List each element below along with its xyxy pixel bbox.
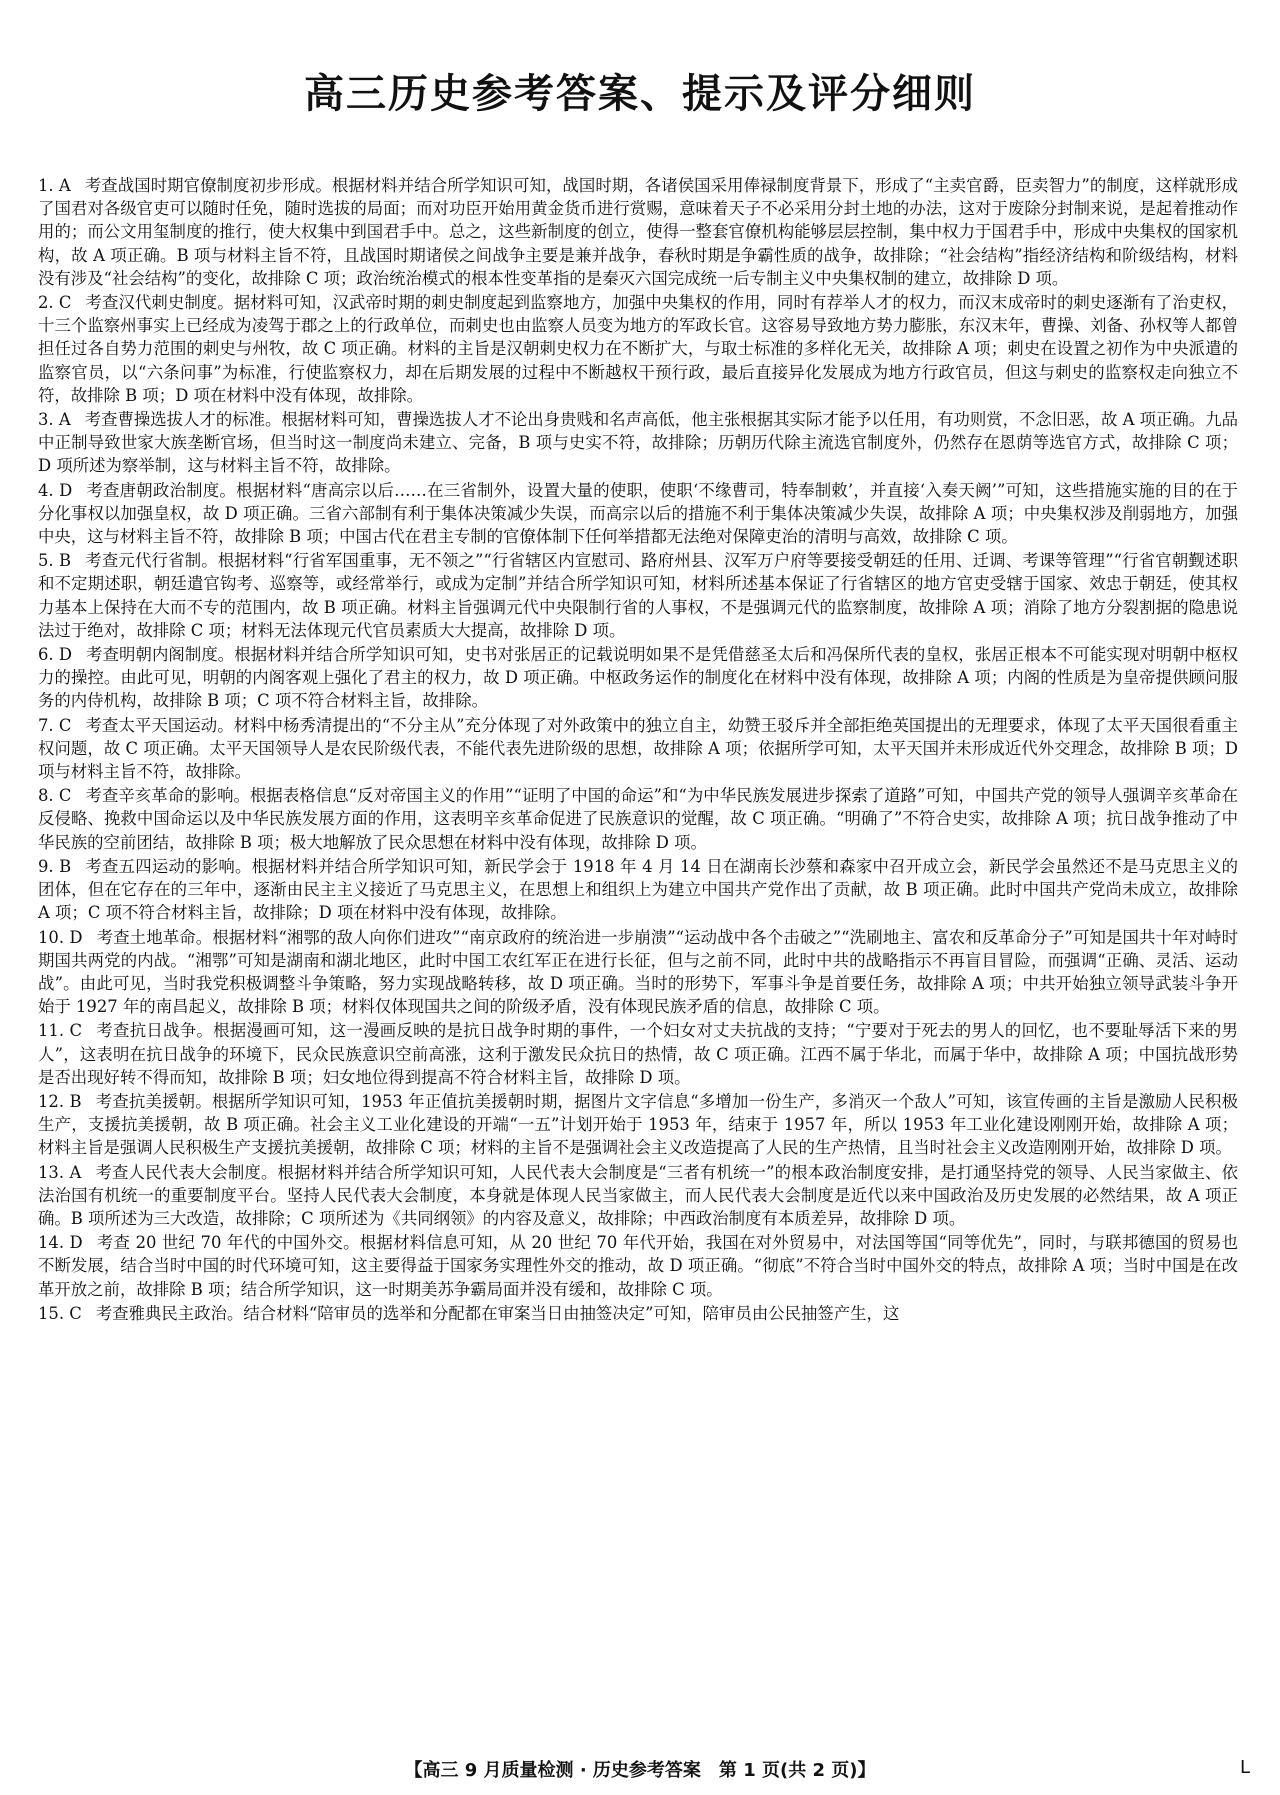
answer-number: 6. D: [38, 645, 73, 665]
answer-text: 考查曹操选拔人才的标准。根据材料可知，曹操选拔人才不论出身贵贱和名声高低，他主张根据其实际才能予以任用，有功则赏，不念旧恶，故 A 项正确。九品中正制导致世家大族垄断官场，但当时这一制度尚未建立、完备，B 项与史实不符，故排除；历朝历代除主流选官制度外，仍然存在恩荫等选官方式，故排除 C 项；D 项所述为察举制，这与材料主旨不符，故排除。: [38, 410, 1238, 476]
answer-number: 15. C: [38, 1303, 82, 1323]
answer-number: 3. A: [38, 410, 71, 430]
answer-text: 考查汉代刺史制度。据材料可知，汉武帝时期的刺史制度起到监察地方，加强中央集权的作用，同时有荐举人才的权力，而汉末成帝时的刺史逐渐有了治吏权，十三个监察州事实上已经成为凌驾于郡之上的行政单位，而刺史也由监察人员变为地方的军政长官。这容易导致地方势力膨胀，东汉末年，曹操、刘备、孙权等人都曾担任过各自势力范围的刺史与州牧，故 C 项正确。材料的主旨是汉朝刺史权力在不断扩大，与取士标准的多样化无关，故排除 A 项；刺史在设置之初作为中央派遣的监察官员，以“六条问事”为标准，行使监察权力，却在后期发展的过程中不断越权干预行政，最后直接异化发展成为地方行政官员，但这与刺史的监察权走向独立不符，故排除 B 项；D 项在材料中没有体现，故排除。: [38, 293, 1238, 405]
answer-text: 考查辛亥革命的影响。根据表格信息“反对帝国主义的作用”“证明了中国的命运”和“为中华民族发展进步探索了道路”可知，中国共产党的领导人强调辛亥革命在反侵略、挽救中国命运以及中华民族发展方面的作用，这表明辛亥革命促进了民族意识的觉醒，故 C 项正确。“明确了”不符合史实，故排除 A 项；抗日战争推动了中华民族的空前团结，故排除 B 项；极大地解放了民众思想在材料中没有体现，故排除 D 项。: [38, 786, 1238, 852]
answer-number: 9. B: [38, 856, 72, 876]
answer-item: [38, 926, 1238, 1019]
answer-text: 考查抗日战争。根据漫画可知，这一漫画反映的是抗日战争时期的事件，一个妇女对丈夫抗战的支持；“宁要对于死去的男人的回忆，也不要耻辱活下来的男人”，这表明在抗日战争的环境下，民众民族意识空前高涨，这利于激发民众抗日的热情，故 C 项正确。江西不属于华北，而属于华中，故排除 A 项；中国抗战形势是否出现好转不得而知，故排除 B 项；妇女地位得到提高不符合材料主旨，故排除 D 项。: [38, 1021, 1238, 1087]
answer-number: 2. C: [38, 293, 72, 313]
answer-number: 10. D: [38, 927, 83, 947]
answer-item: [38, 1231, 1238, 1301]
answer-text: 考查土地革命。根据材料“湘鄂的敌人向你们进攻”“南京政府的统治进一步崩溃”“运动战中各个击破之”“洗刷地主、富农和反革命分子”可知是国共十年对峙时期国共两党的内战。“湘鄂”可知是湖南和湖北地区，此时中国工农红军正在进行长征，但与之前不同，此时中共的战略指示不再盲目冒险，而强调“正确、灵活、运动战”。由此可见，当时我党积极调整斗争策略，努力实现战略转移，故 D 项正确。当时的形势下，军事斗争是首要任务，故排除 A 项；中共开始独立领导武装斗争开始于 1927 年的南昌起义，故排除 B 项；材料仅体现国共之间的阶级矛盾，没有体现民族矛盾的信息，故排除 C 项。: [38, 927, 1239, 1017]
answer-text: 考查雅典民主政治。结合材料“陪审员的选举和分配都在审案当日由抽签决定”可知，陪审员由公民抽签产生，这: [95, 1303, 900, 1323]
answer-item: [38, 549, 1238, 642]
answer-text: 考查人民代表大会制度。根据材料并结合所学知识可知，人民代表大会制度是“三者有机统一”的根本政治制度安排，是打通坚持党的领导、人民当家做主、依法治国有机统一的重要制度平台。坚持人民代表大会制度，本身就是体现人民当家做主，而人民代表大会制度是近代以来中国政治及历史发展的必然结果，故 A 项正确。B 项所述为三大改造，故排除；C 项所述为《共同纲领》的内容及意义，故排除；中西政治制度有本质差异，故排除 D 项。: [38, 1162, 1238, 1228]
answer-item: [38, 784, 1238, 854]
answer-number: 14. D: [38, 1233, 83, 1253]
answer-text: 考查明朝内阁制度。根据材料并结合所学知识可知，史书对张居正的记载说明如果不是凭借慈圣太后和冯保所代表的皇权，张居正根本不可能实现对明朝中枢权力的操控。由此可见，明朝的内阁客观上强化了君主的权力，故 D 项正确。中枢政务运作的制度化在材料中没有体现，故排除 A 项；内阁的性质是为皇帝提供顾问服务的内侍机构，故排除 B 项；C 项不符合材料主旨，故排除。: [38, 645, 1238, 711]
answer-text: 考查抗美援朝。根据所学知识可知，1953 年正值抗美援朝时期，据图片文字信息“多增加一份生产，多消灭一个敌人”可知，该宣传画的主旨是激励人民积极生产，支援抗美援朝，故 B 项正确。社会主义工业化建设的开端“一五”计划开始于 1953 年，结束于 1957 年，所以 1953 年工业化建设刚刚开始，故排除 A 项；材料主旨是强调人民积极生产支援抗美援朝，故排除 C 项；材料的主旨不是强调社会主义改造提高了人民的生产热情，且当时社会主义改造刚刚开始，故排除 D 项。: [38, 1091, 1238, 1158]
answer-text: 考查 20 世纪 70 年代的中国外交。根据材料信息可知，从 20 世纪 70 年代开始，我国在对外贸易中，对法国等国“同等优先”，同时，与联邦德国的贸易也不断发展，结合当时中国的时代环境可知，这主要得益于国家务实理性外交的推动，故 D 项正确。“彻底”不符合当时中国外交的特点，故排除 A 项；当时中国是在改革开放之前，故排除 B 项；结合所学知识，这一时期美苏争霸局面并没有缓和，故排除 C 项。: [38, 1233, 1238, 1299]
answer-number: 11. C: [38, 1021, 83, 1041]
answer-item: [38, 1090, 1238, 1160]
answer-item: [38, 714, 1238, 784]
answer-text: 考查唐朝政治制度。根据材料“唐高宗以后……在三省制外，设置大量的使职，使职‘不缘曹司，特奉制敕’，并直接‘入奏天阙’”可知，这些措施实施的目的在于分化事权以加强皇权，故 D 项正确。三省六部制有利于集体决策减少失误，而高宗以后的措施不利于集体决策减少失误，故排除 A 项；中央集权涉及削弱地方，加强中央，这与材料主旨不符，故排除 B 项；中国古代在君主专制的官僚体制下任何举措都无法绝对保障吏治的清明与高效，故排除 C 项。: [38, 480, 1238, 547]
answer-text: 考查元代行省制。根据材料“行省军国重事，无不领之”“行省辖区内宣慰司、路府州县、汉军万户府等要接受朝廷的任用、迁调、考课等管理”“行省官朝觐述职和不定期述职，朝廷遣官钩考、巡察等，或经常举行，或成为定制”并结合所学知识可知，材料所述基本保证了行省辖区的地方官吏受辖于国家、效忠于朝廷，使其权力基本上保持在大而不专的范围内，故 B 项正确。材料主旨强调元代中央限制行省的人事权，不是强调元代的监察制度，故排除 A 项；消除了地方分裂割据的隐患说法过于绝对，故排除 C 项；材料无法体现元代官员素质大大提高，故排除 D 项。: [38, 551, 1238, 640]
answer-number: 8. C: [38, 786, 72, 806]
answer-list: [38, 174, 1238, 1326]
answer-number: 1. A: [38, 176, 71, 195]
page-footer: 【高三 9 月质量检测 · 历史参考答案 第 1 页(共 2 页)】: [404, 1760, 876, 1781]
answer-item: [38, 174, 1238, 290]
answer-text: 考查太平天国运动。材料中杨秀清提出的“不分主从”充分体现了对外政策中的独立自主，幼赞王驳斥并全部拒绝英国提出的无理要求，体现了太平天国很看重主权问题，故 C 项正确。太平天国领导人是农民阶级代表，不能代表先进阶级的思想，故排除 A 项；依据所学可知，太平天国并未形成近代外交理念，故排除 B 项；D 项与材料主旨不符，故排除。: [38, 715, 1238, 782]
answer-number: 12. B: [38, 1091, 82, 1111]
answer-number: 7. C: [38, 715, 72, 735]
answer-item: [38, 1019, 1238, 1089]
answer-item: [38, 408, 1238, 478]
answer-number: 13. A: [38, 1162, 82, 1182]
answer-item: [38, 291, 1238, 407]
answer-item: [38, 479, 1238, 549]
page-title: 高三历史参考答案、提示及评分细则: [304, 71, 976, 117]
answer-item: [38, 1161, 1238, 1231]
answer-item: [38, 855, 1238, 925]
answer-number: 4. D: [38, 480, 73, 500]
answer-item: [38, 1302, 1238, 1325]
answer-item: [38, 643, 1238, 713]
answer-number: 5. B: [38, 551, 72, 571]
footer-mark: L: [1239, 1757, 1250, 1778]
answer-text: 考查战国时期官僚制度初步形成。根据材料并结合所学知识可知，战国时期，各诸侯国采用俸禄制度背景下，形成了“主卖官爵，臣卖智力”的制度，这样就形成了国君对各级官吏可以随时任免，随时选拔的局面；而对功臣开始用黄金货币进行赏赐，意味着天子不必采用分封土地的办法，这对于废除分封制来说，是起着推动作用的；而公文用玺制度的推行，使大权集中到国君手中。总之，这些新制度的创立，使得一整套官僚机构能够层层控制，集中权力于国君手中，形成中央集权的国家机构，故 A 项正确。B 项与材料主旨不符，且战国时期诸侯之间战争主要是兼并战争，春秋时期是争霸性质的战争，故排除；“社会结构”指经济结构和阶级结构，材料没有涉及“社会结构”的变化，故排除 C 项；政治统治模式的根本性变革指的是秦灭六国完成统一后专制主义中央集权制的建立，故排除 D 项。: [38, 176, 1238, 288]
answer-text: 考查五四运动的影响。根据材料并结合所学知识可知，新民学会于 1918 年 4 月 14 日在湖南长沙蔡和森家中召开成立会，新民学会虽然还不是马克思主义的团体，但在它存在的三年中，逐渐由民主主义接近了马克思主义，在思想上和组织上为建立中国共产党作出了贡献，故 B 项正确。此时中国共产党尚未成立，故排除 A 项；C 项不符合材料主旨，故排除；D 项在材料中没有体现，故排除。: [38, 856, 1238, 923]
